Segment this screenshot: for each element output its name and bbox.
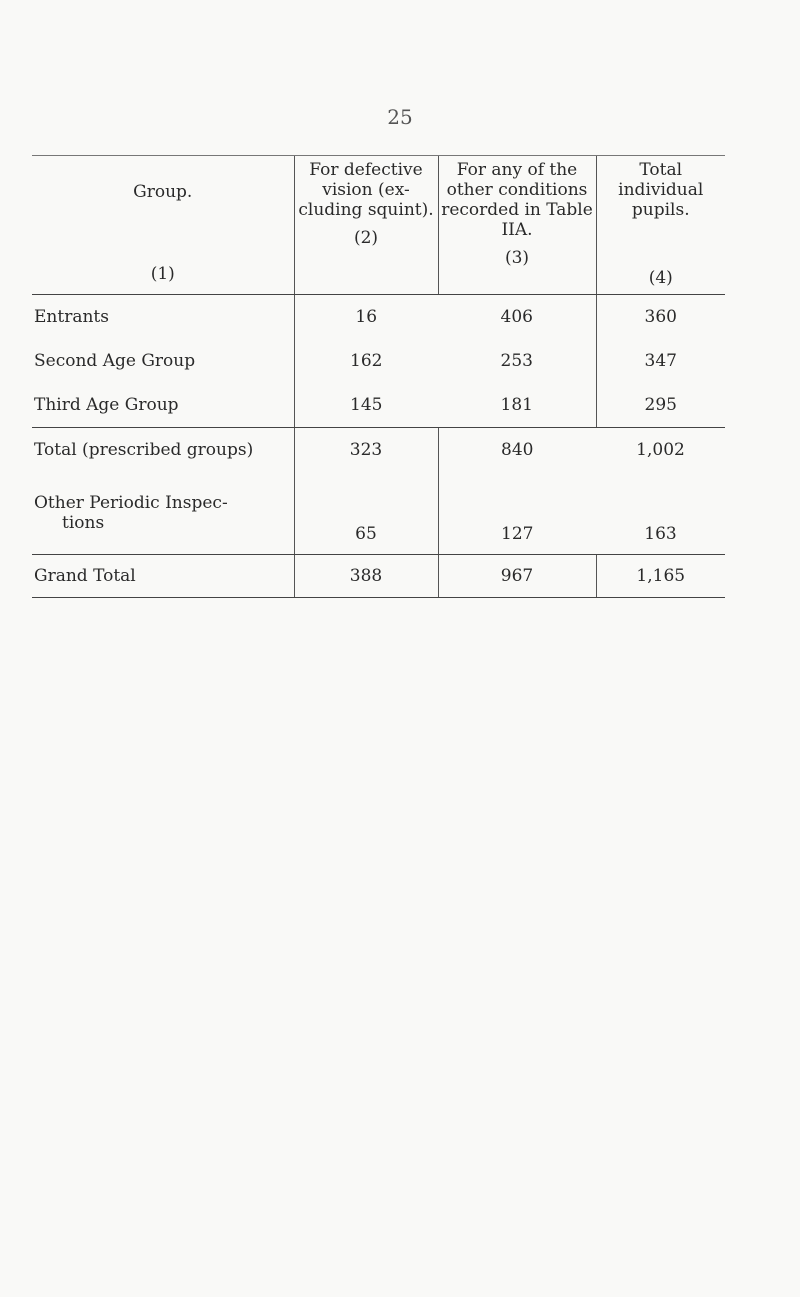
table-row xyxy=(32,472,725,555)
treatment-table xyxy=(32,155,725,598)
header-defective-vision xyxy=(294,156,438,295)
header-row xyxy=(32,156,725,295)
header-group-label: Group. xyxy=(133,182,193,202)
cell-other-conditions: 181 xyxy=(438,383,596,428)
table-row xyxy=(32,428,725,473)
table-row xyxy=(32,295,725,340)
table-row xyxy=(32,383,725,428)
cell-total-pupils: 1,165 xyxy=(596,555,725,598)
row-label: Grand Total xyxy=(32,555,294,598)
header-total-pupils-label: Total individual pupils. xyxy=(618,160,704,220)
header-group xyxy=(32,156,294,295)
header-other-conditions xyxy=(438,156,596,295)
row-label-line1: Other Periodic Inspec- xyxy=(34,493,228,513)
table-row xyxy=(32,555,725,598)
header-group-colnum: (1) xyxy=(150,264,175,284)
row-label: Entrants xyxy=(34,307,109,327)
row-label-line2: tions xyxy=(62,513,105,533)
page-number: 25 xyxy=(387,105,413,129)
cell-other-conditions: 127 xyxy=(438,472,596,555)
cell-defective-vision: 16 xyxy=(294,295,438,340)
table-row xyxy=(32,339,725,383)
header-other-conditions-colnum: (3) xyxy=(504,248,530,268)
header-defective-vision-label: For defective vision (ex- cluding squint). xyxy=(298,160,434,220)
header-defective-vision-colnum: (2) xyxy=(353,228,379,248)
cell-total-pupils: 1,002 xyxy=(636,440,685,460)
cell-defective-vision: 145 xyxy=(294,383,438,428)
cell-defective-vision: 162 xyxy=(294,339,438,383)
row-label xyxy=(32,472,294,555)
row-label: Second Age Group xyxy=(34,351,196,371)
cell-other-conditions: 967 xyxy=(438,555,596,598)
cell-other-conditions: 253 xyxy=(500,351,533,371)
cell-total-pupils: 163 xyxy=(596,472,725,555)
cell-other-conditions: 406 xyxy=(500,307,533,327)
row-label: Third Age Group xyxy=(32,383,294,428)
header-total-pupils xyxy=(596,156,725,295)
row-label: Total (prescribed groups) xyxy=(34,440,254,460)
cell-defective-vision: 65 xyxy=(294,472,438,555)
cell-other-conditions: 840 xyxy=(438,428,596,473)
cell-total-pupils: 360 xyxy=(596,295,725,340)
cell-total-pupils: 295 xyxy=(596,383,725,428)
header-other-conditions-label: For any of the other conditions recorded in Table IIA. xyxy=(441,160,593,240)
cell-defective-vision: 388 xyxy=(294,555,438,598)
cell-total-pupils: 347 xyxy=(596,339,725,383)
header-total-pupils-colnum: (4) xyxy=(648,268,673,288)
cell-defective-vision: 323 xyxy=(294,428,438,473)
